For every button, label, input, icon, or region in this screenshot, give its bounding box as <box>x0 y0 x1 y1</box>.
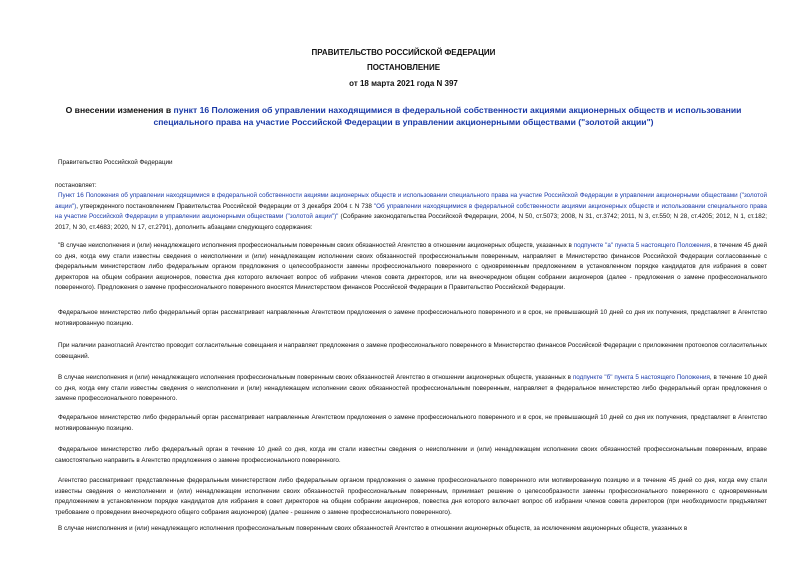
amendment-text-1: , утвержденного постановлением Правительства Российской Федерации от 3 декабря 2004 г. N 738 <box>76 202 374 210</box>
document-title <box>55 104 752 128</box>
regulation-link[interactable]: Пункт 16 Положения об управлении находящимися в федеральной собственности акциями акционерных обществ и использовании специального права на участие Российской Федерации в управлении акционерными обществами ("золотой акции") <box>55 192 767 210</box>
paragraph-new-7: Агентство рассматривает представленные федеральным министерством либо федеральным органом предложения о замене профессионального поверенного или мотивированную позицию и в течение 45 дней со дня, когда ему стали известны сведения о неисполнении и (или) ненадлежащем исполнении своих обязанностей профессиональным поверенным, принимает решение о целесообразности замены профессионального поверенного с одновременным предложением в установленном порядке кандидатов для избрания в совет директоров на общем собрании акционеров, повестка дня которого включает вопрос об избрании членов совета директоров (при необходимости предъявляет требование о проведении внеочередного общего собрания акционеров) (далее - решение о замене профессионального поверенного). <box>55 477 767 516</box>
resolution-link[interactable]: "Об управлении находящимися в федеральной собственности акциями акционерных обществ и использовании специального права на участие Российской Федерации в управлении акционерными обществами ("золотой акции")" <box>55 202 767 221</box>
government-heading: ПРАВИТЕЛЬСТВО РОССИЙСКОЙ ФЕДЕРАЦИИ <box>311 48 496 57</box>
paragraph-new-2: Федеральное министерство либо федеральный орган рассматривает направленные Агентством предложения о замене профессионального поверенного и в срок, не превышающий 10 дней со дня их получения, представляет в Агентство мотивированную позицию. <box>55 309 767 327</box>
date-number-heading: от 18 марта 2021 года N 397 <box>349 79 458 88</box>
document-type-heading: ПОСТАНОВЛЕНИЕ <box>366 63 441 72</box>
new-4-text-1: В случае неисполнения и (или) ненадлежащего исполнения профессиональным поверенным своих обязанностей Агентство в отношении акционерных обществ, указанных в <box>58 374 573 381</box>
new-4-text-2: , в течение 10 дней со дня, когда ему стали известны сведения о неисполнении и (или) ненадлежащем исполнении своих обязанностей профессиональным поверенным, направляет в федеральное министерство либо федеральный орган предложения о замене профессионального поверенного. <box>55 374 768 403</box>
paragraph-amendment <box>55 191 767 233</box>
paragraph-new-3: При наличии разногласий Агентство проводит согласительные совещания и направляет предложения о замене профессионального поверенного в Министерство финансов Российской Федерации с приложением протоколов согласительных совещаний. <box>55 342 767 360</box>
title-prefix: О внесении изменения в <box>65 105 174 115</box>
paragraph-new-5: Федеральное министерство либо федеральный орган рассматривает направленные Агентством предложения о замене профессионального поверенного и в срок, не превышающий 10 дней со дня их получения, представляет в Агентство мотивированную позицию. <box>55 414 767 432</box>
title-link[interactable]: пункт 16 Положения об управлении находящимися в федеральной собственности акциями акционерных обществ и использовании специального права на участие Российской Федерации в управлении акционерными обществами ("золотой акции") <box>153 105 742 127</box>
paragraph-new-6: Федеральное министерство либо федеральный орган в течение 10 дней со дня, когда им стали известны сведения о неисполнении и (или) ненадлежащем исполнении своих обязанностей профессиональным поверенным, вправе самостоятельно направить в Агентство предложения о замене профессионального поверенного. <box>55 446 767 464</box>
subparagraph-a-link[interactable]: подпункте "а" пункта 5 настоящего Положения <box>573 242 711 249</box>
paragraph-new-1 <box>55 241 767 294</box>
paragraph-new-8: В случае неисполнения и (или) ненадлежащего исполнения профессиональным поверенным своих обязанностей Агентство в отношении акционерных обществ, за исключением акционерных обществ, указанных в <box>58 525 688 532</box>
amendment-text-2: (Собрание законодательства Российской Федерации, 2004, N 50, ст.5073; 2008, N 31, ст.3742; 2011, N 3, ст.550; N 28, ст.4205; 2012, N 1, ст.182; 2017, N 30, ст.4683; 2020, N 17, ст.2791), дополнить абзацами следующего содержания: <box>55 213 767 231</box>
subparagraph-b-link[interactable]: подпункте "б" пункта 5 настоящего Положения <box>572 374 710 381</box>
new-1-text-2: , в течение 45 дней со дня, когда ему стали известны сведения о неисполнении и (или) ненадлежащем исполнении своих обязанностей профессиональным поверенным, направляет в Министерство финансов Российской Федерации согласованные с федеральным министерством либо федеральным органом предложения о целесообразности замены профессионального поверенного с одновременным предложением в установленном порядке кандидатов для избрания в совет директоров на общем собрании акционеров, повестка дня которого включает вопрос об избрании членов совета директоров, или на внеочередном общем собрании акционеров (далее - предложения о замене профессионального поверенного). Предложения о замене профессионального поверенного вносятся Министерством финансов Российской Федерации в Правительство Российской Федерации. <box>55 242 767 292</box>
paragraph-government: Правительство Российской Федерации <box>58 159 173 166</box>
paragraph-new-4 <box>55 373 767 405</box>
new-1-text-1: "В случае неисполнения и (или) ненадлежащего исполнения профессиональным поверенным своих обязанностей Агентство в отношении акционерных обществ, указанных в <box>58 242 574 249</box>
paragraph-resolves: постановляет: <box>55 182 97 189</box>
